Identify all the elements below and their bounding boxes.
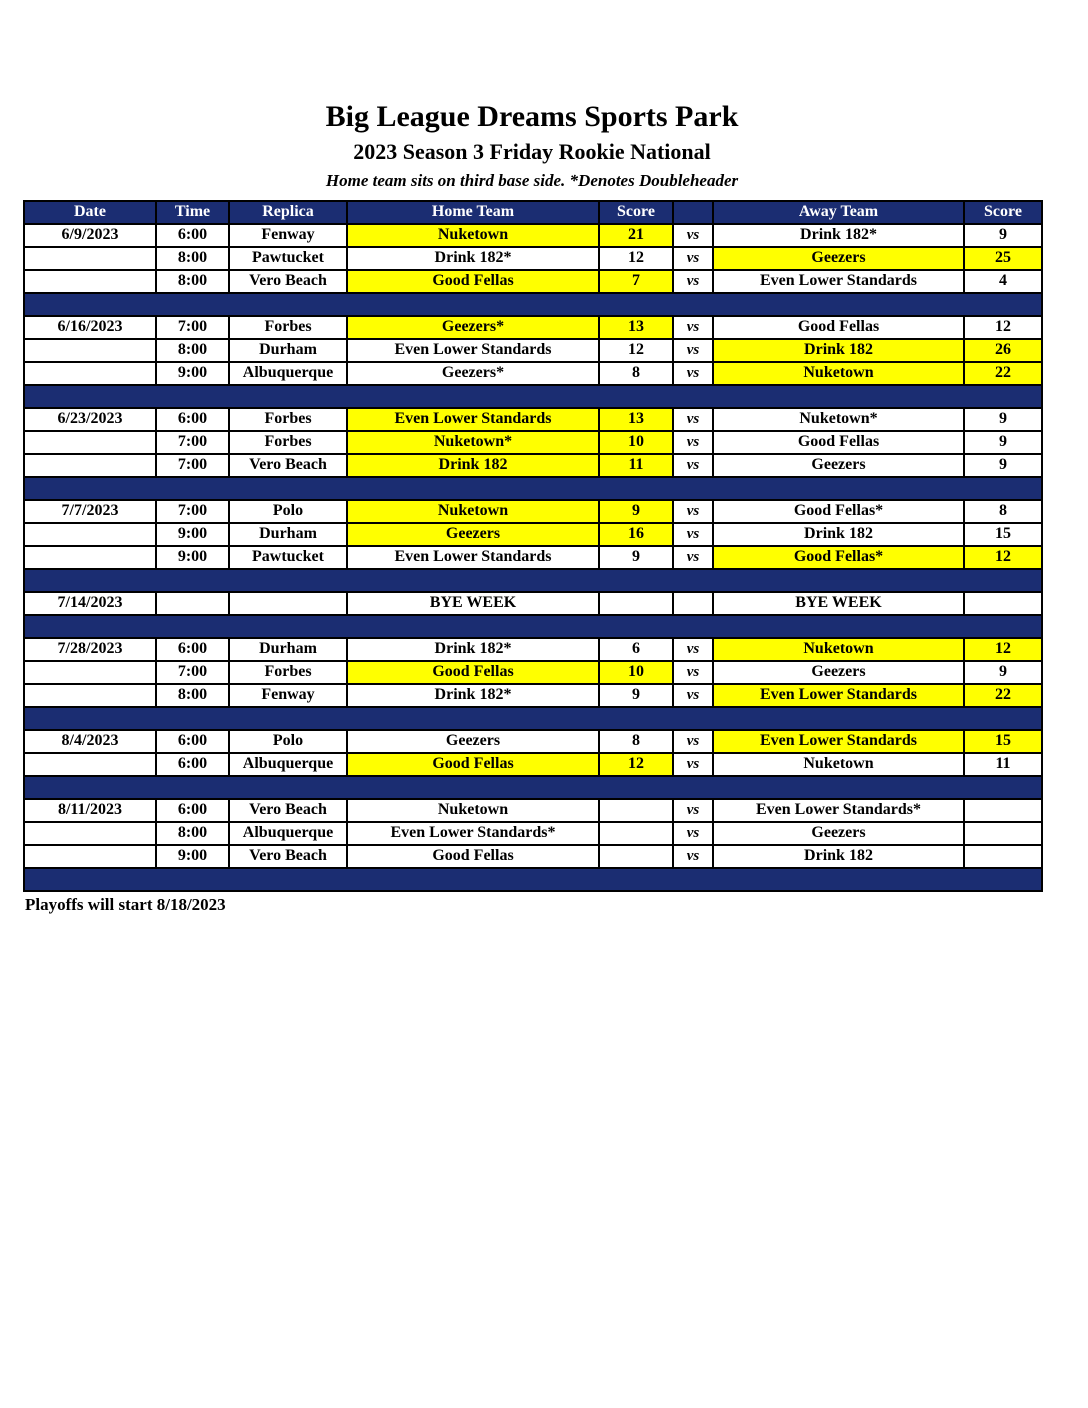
away-score-cell: 8 [964,500,1042,523]
replica-cell: Vero Beach [229,270,347,293]
away-team-cell: Geezers [713,454,964,477]
vs-cell: vs [673,500,713,523]
vs-cell: vs [673,730,713,753]
spacer-row [24,293,1042,316]
time-cell: 6:00 [156,638,229,661]
home-team-cell: Even Lower Standards [347,408,599,431]
vs-cell: vs [673,408,713,431]
home-team-cell: Geezers [347,730,599,753]
header-home-score: Score [599,201,673,224]
away-team-cell: Even Lower Standards* [713,799,964,822]
away-score-cell: 4 [964,270,1042,293]
game-row [24,730,1042,753]
spacer-cell [24,569,1042,592]
replica-cell: Durham [229,638,347,661]
replica-cell: Vero Beach [229,799,347,822]
home-team-cell: BYE WEEK [347,592,599,615]
home-score-cell: 12 [599,339,673,362]
game-row [24,822,1042,845]
time-cell: 6:00 [156,224,229,247]
vs-cell: vs [673,638,713,661]
away-score-cell: 9 [964,661,1042,684]
away-team-cell: Even Lower Standards [713,730,964,753]
away-team-cell: Drink 182 [713,523,964,546]
home-score-cell: 9 [599,546,673,569]
home-team-cell: Good Fellas [347,270,599,293]
replica-cell: Pawtucket [229,546,347,569]
time-cell: 8:00 [156,822,229,845]
date-cell [24,845,156,868]
home-score-cell: 11 [599,454,673,477]
spacer-row [24,615,1042,638]
home-team-cell: Even Lower Standards [347,546,599,569]
game-row [24,339,1042,362]
header-home-team: Home Team [347,201,599,224]
home-score-cell: 16 [599,523,673,546]
home-team-cell: Nuketown [347,500,599,523]
vs-cell: vs [673,684,713,707]
away-score-cell [964,822,1042,845]
away-score-cell: 15 [964,730,1042,753]
vs-cell: vs [673,523,713,546]
home-team-cell: Nuketown [347,224,599,247]
time-cell: 8:00 [156,339,229,362]
away-team-cell: Good Fellas* [713,500,964,523]
away-score-cell: 9 [964,431,1042,454]
game-row [24,224,1042,247]
away-score-cell [964,592,1042,615]
replica-cell: Forbes [229,408,347,431]
home-score-cell: 13 [599,408,673,431]
vs-cell: vs [673,546,713,569]
spacer-cell [24,707,1042,730]
replica-cell: Durham [229,523,347,546]
game-row [24,638,1042,661]
home-team-cell: Good Fellas [347,845,599,868]
away-score-cell: 9 [964,454,1042,477]
home-team-cell: Drink 182* [347,638,599,661]
away-score-cell: 11 [964,753,1042,776]
date-cell [24,247,156,270]
date-cell: 7/7/2023 [24,500,156,523]
away-team-cell: Even Lower Standards [713,270,964,293]
replica-cell: Forbes [229,431,347,454]
replica-cell: Forbes [229,661,347,684]
time-cell [156,592,229,615]
away-team-cell: Good Fellas* [713,546,964,569]
away-team-cell: Drink 182 [713,845,964,868]
replica-cell: Vero Beach [229,454,347,477]
away-score-cell: 12 [964,316,1042,339]
spacer-cell [24,776,1042,799]
game-row [24,431,1042,454]
header-vs [673,201,713,224]
home-score-cell: 8 [599,730,673,753]
vs-cell: vs [673,661,713,684]
date-cell: 6/23/2023 [24,408,156,431]
home-team-cell: Drink 182* [347,247,599,270]
home-score-cell: 21 [599,224,673,247]
time-cell: 9:00 [156,845,229,868]
game-row [24,684,1042,707]
spacer-cell [24,868,1042,891]
away-score-cell: 12 [964,638,1042,661]
away-team-cell: Even Lower Standards [713,684,964,707]
replica-cell: Durham [229,339,347,362]
game-row [24,316,1042,339]
home-team-cell: Geezers [347,523,599,546]
home-team-cell: Even Lower Standards* [347,822,599,845]
home-team-cell: Geezers* [347,316,599,339]
date-cell [24,431,156,454]
spacer-cell [24,385,1042,408]
date-cell [24,454,156,477]
away-score-cell: 26 [964,339,1042,362]
replica-cell: Fenway [229,224,347,247]
header-date: Date [24,201,156,224]
home-score-cell: 12 [599,753,673,776]
time-cell: 7:00 [156,316,229,339]
replica-cell: Fenway [229,684,347,707]
time-cell: 9:00 [156,362,229,385]
time-cell: 7:00 [156,661,229,684]
game-row [24,661,1042,684]
vs-cell: vs [673,454,713,477]
date-cell: 6/9/2023 [24,224,156,247]
home-score-cell [599,822,673,845]
home-score-cell: 9 [599,500,673,523]
home-team-cell: Even Lower Standards [347,339,599,362]
page-title: Big League Dreams Sports Park [325,100,739,133]
away-score-cell: 22 [964,362,1042,385]
away-score-cell: 25 [964,247,1042,270]
time-cell: 6:00 [156,753,229,776]
vs-cell: vs [673,799,713,822]
replica-cell: Polo [229,730,347,753]
home-score-cell: 7 [599,270,673,293]
schedule-table [23,200,1043,892]
vs-cell: vs [673,270,713,293]
header-row [24,201,1042,224]
vs-cell: vs [673,431,713,454]
date-cell [24,362,156,385]
time-cell: 9:00 [156,523,229,546]
spacer-cell [24,615,1042,638]
home-score-cell: 12 [599,247,673,270]
away-team-cell: Nuketown [713,753,964,776]
replica-cell: Albuquerque [229,822,347,845]
time-cell: 8:00 [156,247,229,270]
home-team-cell: Good Fellas [347,661,599,684]
time-cell: 6:00 [156,730,229,753]
spacer-row [24,477,1042,500]
away-score-cell: 9 [964,224,1042,247]
home-score-cell: 8 [599,362,673,385]
vs-cell: vs [673,224,713,247]
replica-cell: Albuquerque [229,362,347,385]
playoffs-note: Playoffs will start 8/18/2023 [25,894,226,914]
home-team-cell: Geezers* [347,362,599,385]
bye-row [24,592,1042,615]
away-team-cell: Geezers [713,822,964,845]
away-team-cell: Nuketown [713,638,964,661]
time-cell: 7:00 [156,431,229,454]
away-score-cell: 12 [964,546,1042,569]
schedule-body [24,224,1042,891]
spacer-row [24,569,1042,592]
away-team-cell: Drink 182 [713,339,964,362]
away-team-cell: Geezers [713,661,964,684]
spacer-row [24,385,1042,408]
away-score-cell: 22 [964,684,1042,707]
home-score-cell: 9 [599,684,673,707]
date-cell: 7/28/2023 [24,638,156,661]
spacer-cell [24,293,1042,316]
page-subtitle: 2023 Season 3 Friday Rookie National [353,139,711,164]
spacer-row [24,868,1042,891]
date-cell: 7/14/2023 [24,592,156,615]
vs-cell [673,592,713,615]
time-cell: 6:00 [156,799,229,822]
away-team-cell: Good Fellas [713,431,964,454]
replica-cell: Polo [229,500,347,523]
spacer-row [24,776,1042,799]
date-cell: 8/11/2023 [24,799,156,822]
replica-cell [229,592,347,615]
time-cell: 6:00 [156,408,229,431]
time-cell: 8:00 [156,270,229,293]
vs-cell: vs [673,247,713,270]
game-row [24,247,1042,270]
vs-cell: vs [673,362,713,385]
home-team-cell: Good Fellas [347,753,599,776]
game-row [24,523,1042,546]
time-cell: 7:00 [156,500,229,523]
away-team-cell: Good Fellas [713,316,964,339]
header-away-team: Away Team [713,201,964,224]
home-team-cell: Drink 182* [347,684,599,707]
home-score-cell: 6 [599,638,673,661]
home-team-cell: Drink 182 [347,454,599,477]
date-cell [24,753,156,776]
replica-cell: Albuquerque [229,753,347,776]
game-row [24,500,1042,523]
date-cell [24,523,156,546]
game-row [24,799,1042,822]
away-score-cell: 9 [964,408,1042,431]
spacer-cell [24,477,1042,500]
header-replica: Replica [229,201,347,224]
vs-cell: vs [673,339,713,362]
game-row [24,408,1042,431]
date-cell [24,684,156,707]
game-row [24,454,1042,477]
game-row [24,845,1042,868]
away-score-cell [964,799,1042,822]
away-team-cell: Nuketown [713,362,964,385]
replica-cell: Forbes [229,316,347,339]
vs-cell: vs [673,316,713,339]
date-cell: 6/16/2023 [24,316,156,339]
header-away-score: Score [964,201,1042,224]
away-team-cell: Geezers [713,247,964,270]
home-team-cell: Nuketown* [347,431,599,454]
home-score-cell: 10 [599,661,673,684]
game-row [24,546,1042,569]
home-score-cell [599,592,673,615]
date-cell [24,661,156,684]
game-row [24,362,1042,385]
time-cell: 9:00 [156,546,229,569]
spacer-row [24,707,1042,730]
game-row [24,270,1042,293]
vs-cell: vs [673,845,713,868]
vs-cell: vs [673,753,713,776]
date-cell [24,822,156,845]
vs-cell: vs [673,822,713,845]
home-score-cell [599,799,673,822]
replica-cell: Pawtucket [229,247,347,270]
date-cell [24,546,156,569]
time-cell: 7:00 [156,454,229,477]
date-cell: 8/4/2023 [24,730,156,753]
away-score-cell: 15 [964,523,1042,546]
away-score-cell [964,845,1042,868]
page-note: Home team sits on third base side. *Denotes Doubleheader [325,171,739,191]
away-team-cell: Nuketown* [713,408,964,431]
document-header [23,0,1041,191]
date-cell [24,270,156,293]
game-row [24,753,1042,776]
home-team-cell: Nuketown [347,799,599,822]
replica-cell: Vero Beach [229,845,347,868]
away-team-cell: BYE WEEK [713,592,964,615]
home-score-cell: 10 [599,431,673,454]
away-team-cell: Drink 182* [713,224,964,247]
home-score-cell [599,845,673,868]
home-score-cell: 13 [599,316,673,339]
time-cell: 8:00 [156,684,229,707]
header-time: Time [156,201,229,224]
date-cell [24,339,156,362]
